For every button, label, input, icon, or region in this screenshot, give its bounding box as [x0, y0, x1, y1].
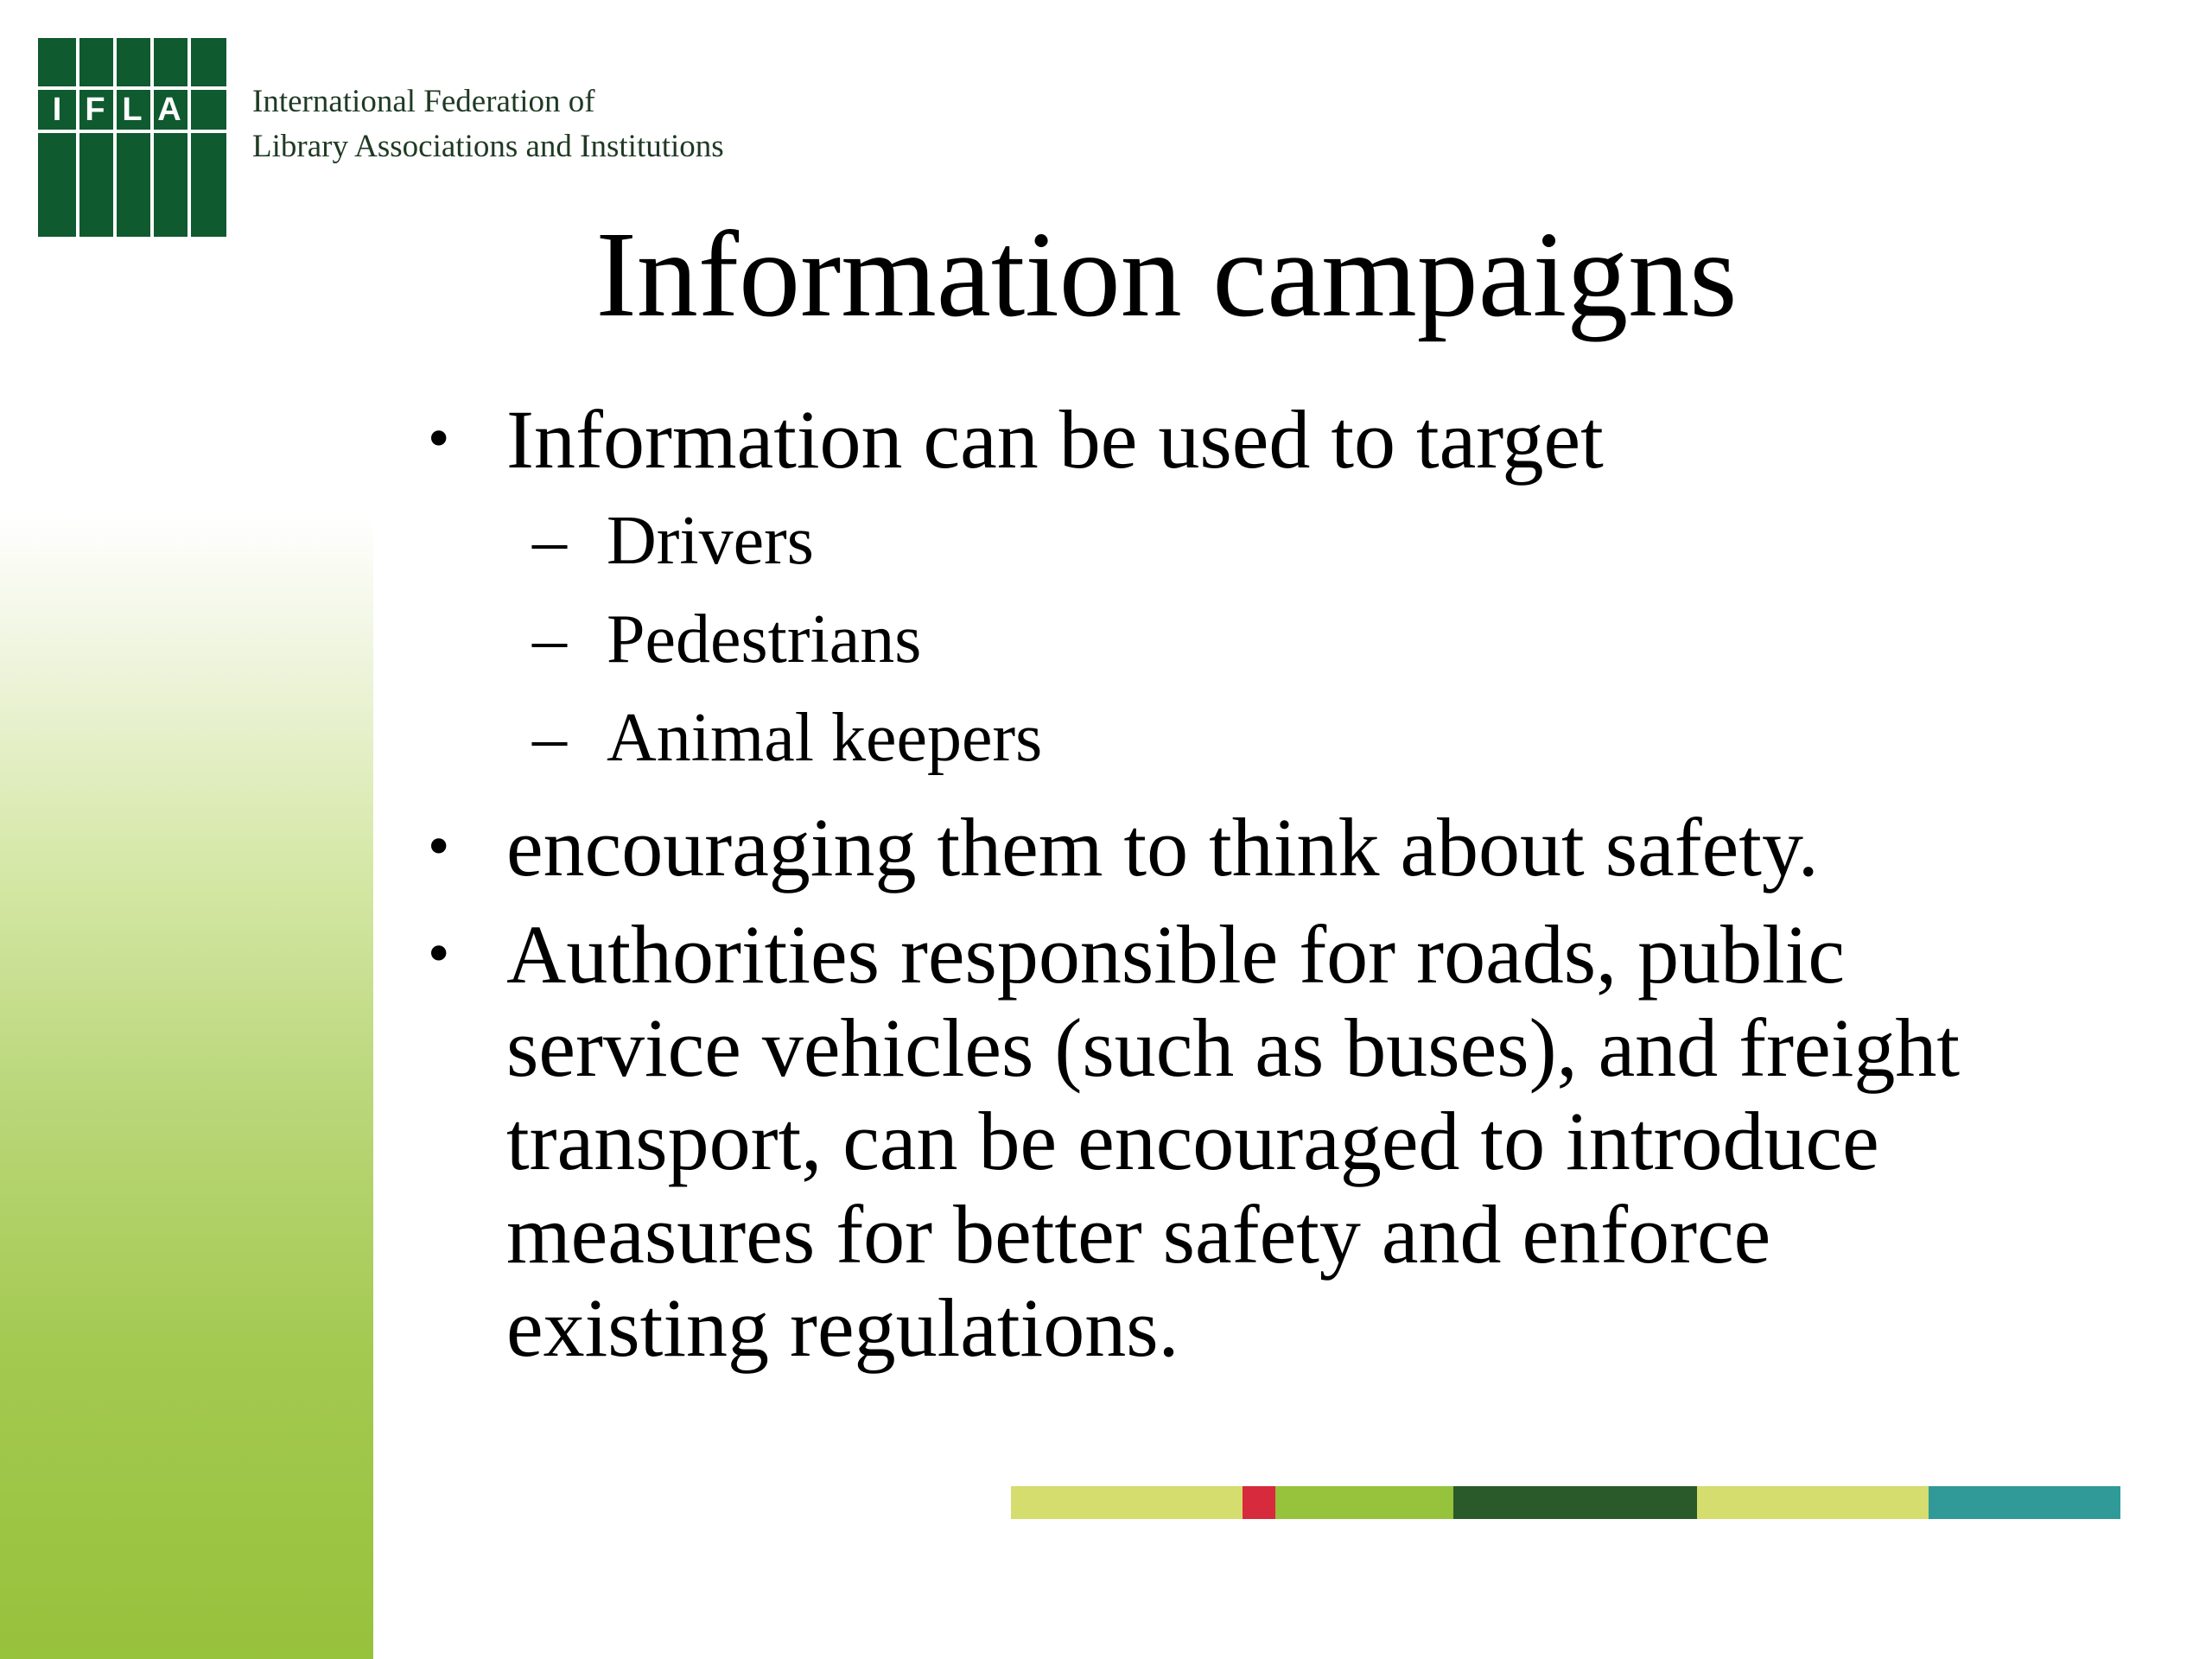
left-gradient-band [0, 0, 373, 1659]
bullet-text: Authorities responsible for roads, public service vehicles (such as buses), and freight transport, can be encouraged to introduce measures for better safety and enforce existing regulations. [506, 908, 1961, 1374]
sub-item-text: Drivers [607, 503, 814, 579]
logo-letter-l: L [122, 92, 143, 128]
sub-item-dash-icon: – [532, 700, 567, 776]
sub-item-dash-icon: – [532, 503, 567, 579]
footer-strip-segment [1453, 1486, 1697, 1519]
organization-name [252, 79, 724, 169]
bullet-dot-icon: • [423, 817, 454, 878]
footer-strip-segment [1243, 1486, 1275, 1519]
sub-item-text: Animal keepers [607, 700, 1043, 776]
bullet-text: Information can be used to target [506, 393, 1604, 486]
slide-title: Information campaigns [595, 206, 1738, 342]
bullet-item [423, 908, 2048, 1375]
bullet-item [423, 393, 2048, 486]
sub-item [423, 492, 2048, 590]
footer-strip-segment [1011, 1486, 1243, 1519]
bullet-dot-icon: • [423, 410, 454, 470]
bullet-dot-icon: • [423, 925, 454, 985]
bullet-text: encouraging them to think about safety. [506, 801, 1819, 893]
footer-strip-segment [1697, 1486, 1929, 1519]
ifla-logo [38, 38, 226, 237]
logo-letter-f: F [85, 92, 105, 128]
footer-strip-segment [1929, 1486, 2120, 1519]
slide-content [423, 393, 2048, 1375]
logo-letter-a: A [157, 92, 181, 128]
logo-letter-i: I [52, 92, 62, 128]
sub-item [423, 590, 2048, 689]
organization-name-line-1: International Federation of [252, 84, 595, 119]
organization-name-line-2: Library Associations and Institutions [252, 129, 724, 164]
sub-item-dash-icon: – [532, 601, 567, 677]
bullet-item [423, 801, 2048, 894]
sub-item-text: Pedestrians [607, 601, 922, 677]
footer-strip-segment [1275, 1486, 1453, 1519]
sub-item [423, 689, 2048, 787]
